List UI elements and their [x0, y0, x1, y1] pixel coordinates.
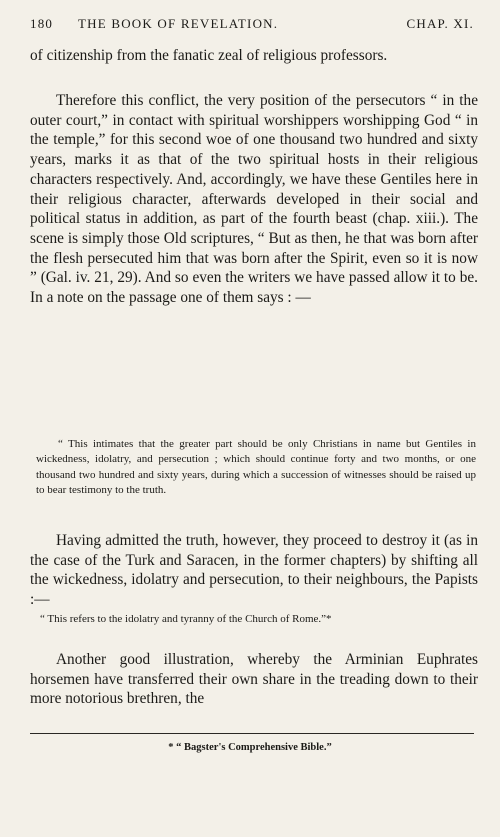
block-quote-1: “ This intimates that the greater part should be only Christians in name but Gentiles in wickedness, idolatry, and persecution ; which should continue forty and two months, or one thousand two hundred and sixty years, during which a succession of witnesses should be raised up to bear testimony to the truth. [36, 438, 476, 496]
running-header [30, 16, 474, 36]
paragraph-1: of citizenship from the fanatic zeal of religious professors. [30, 47, 388, 64]
footnote: * “ Bagster's Comprehensive Bible.” [168, 742, 332, 753]
chapter-label: CHAP. XI. [406, 16, 474, 31]
paragraph-2: Therefore this conflict, the very position of the persecutors “ in the outer court,” in contact with spiritual worshippers worshipping God “ in the temple,” for this second woe of one thousand two hundred and sixty years, marks it as that of the two spiritual hosts in their religious characters respectively. And, accordingly, we have these Gentiles here in their religious character, afterwards developed in their social and political status in addition, as part of the fourth beast (chap. xiii.). The scene is simply those Old scriptures, “ But as then, he that was born after the flesh persecuted him that was born after the Spirit, even so it is now ” (Gal. iv. 21, 29). And so even the writers we have passed allow it to be. In a note on the passage one of them says : — [30, 92, 478, 307]
paragraph-3: Having admitted the truth, however, they proceed to destroy it (as in the case of the Turk and Saracen, in the former chapters) by shifting all the wickedness, idolatry and persecution, to their neighbours, the Papists :— [30, 532, 478, 609]
block-quote-2: “ This refers to the idolatry and tyranny of the Church of Rome.”* [40, 613, 332, 625]
book-title: THE BOOK OF REVELATION. [78, 16, 279, 31]
paragraph-4: Another good illustration, whereby the Arminian Euphrates horsemen have transferred their own share in the treading down to their more notorious brethren, the [30, 651, 478, 708]
page-number: 180 [30, 16, 54, 31]
footnote-divider [30, 733, 474, 734]
